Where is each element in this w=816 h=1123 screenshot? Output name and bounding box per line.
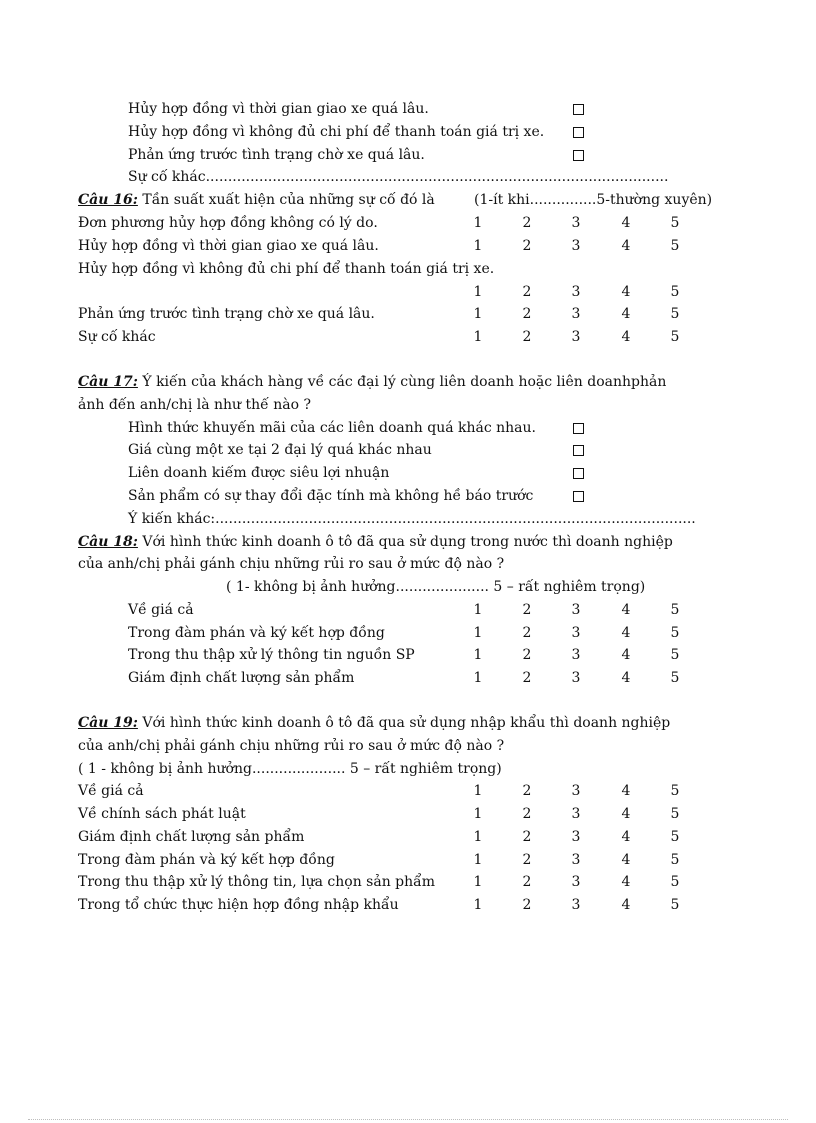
c19-row-1-option-3[interactable]: 3 — [571, 783, 581, 799]
checkbox-c17-4[interactable] — [573, 491, 584, 502]
c17-item-1: Hình thức khuyến mãi của các liên doanh quá khác nhau. — [128, 420, 536, 436]
c19-row-6-option-1[interactable]: 1 — [473, 897, 483, 913]
c16-row-3-option-1[interactable]: 1 — [473, 284, 483, 300]
checkbox-c15-1[interactable] — [573, 104, 584, 115]
c19-row-4-option-1[interactable]: 1 — [473, 852, 483, 868]
c19-row-2: Về chính sách phát luật — [78, 806, 246, 822]
c19-row-6: Trong tổ chức thực hiện hợp đồng nhập khẩu — [78, 897, 399, 913]
c18-row-2-option-4[interactable]: 4 — [621, 625, 631, 641]
c18-text: Với hình thức kinh doanh ô tô đã qua sử dụng trong nước thì doanh nghiệp — [137, 534, 673, 550]
c18-row-4-option-1[interactable]: 1 — [473, 670, 483, 686]
c15-item-2: Hủy hợp đồng vì không đủ chi phí để thanh toán giá trị xe. — [128, 124, 545, 140]
c15-item-1: Hủy hợp đồng vì thời gian giao xe quá lâu. — [128, 101, 429, 117]
c19-row-6-option-4[interactable]: 4 — [621, 897, 631, 913]
c19-row-2-option-5[interactable]: 5 — [670, 806, 680, 822]
c19-row-3: Giám định chất lượng sản phẩm — [78, 829, 305, 845]
c16-row-3-option-5[interactable]: 5 — [670, 284, 680, 300]
c16-row-4-option-2[interactable]: 2 — [522, 306, 532, 322]
c18-row-2-option-1[interactable]: 1 — [473, 625, 483, 641]
c16-row-1-option-3[interactable]: 3 — [571, 215, 581, 231]
c18-row-4-option-3[interactable]: 3 — [571, 670, 581, 686]
c18-row-3: Trong thu thập xử lý thông tin nguồn SP — [128, 647, 415, 663]
c18-row-2: Trong đàm phán và ký kết hợp đồng — [128, 625, 385, 641]
c16-row-2-option-5[interactable]: 5 — [670, 238, 680, 254]
c19-row-5-option-5[interactable]: 5 — [670, 874, 680, 890]
c16-question — [78, 189, 435, 211]
c16-row-2-option-4[interactable]: 4 — [621, 238, 631, 254]
c16-row-5-option-1[interactable]: 1 — [473, 329, 483, 345]
c16-row-4-option-5[interactable]: 5 — [670, 306, 680, 322]
c19-row-6-option-3[interactable]: 3 — [571, 897, 581, 913]
c19-row-2-option-2[interactable]: 2 — [522, 806, 532, 822]
c16-row-5-option-4[interactable]: 4 — [621, 329, 631, 345]
c19-row-4-option-3[interactable]: 3 — [571, 852, 581, 868]
c19-row-5-option-3[interactable]: 3 — [571, 874, 581, 890]
checkbox-c17-1[interactable] — [573, 423, 584, 434]
c18-scale: ( 1- không bị ảnh hưởng..................... 5 – rất nghiêm trọng) — [226, 579, 646, 595]
c16-row-3-option-2[interactable]: 2 — [522, 284, 532, 300]
c17-item-4: Sản phẩm có sự thay đổi đặc tính mà không hề báo trước — [128, 488, 534, 504]
c16-row-5: Sự cố khác — [78, 329, 156, 345]
c18-row-1: Về giá cả — [128, 602, 194, 618]
c19-row-4-option-2[interactable]: 2 — [522, 852, 532, 868]
c16-text: Tần suất xuất hiện của những sự cố đó là — [137, 192, 435, 208]
c18-row-1-option-5[interactable]: 5 — [670, 602, 680, 618]
c16-row-4-option-3[interactable]: 3 — [571, 306, 581, 322]
c19-row-3-option-1[interactable]: 1 — [473, 829, 483, 845]
c18-row-1-option-2[interactable]: 2 — [522, 602, 532, 618]
c18-row-1-option-1[interactable]: 1 — [473, 602, 483, 618]
c16-row-5-option-3[interactable]: 3 — [571, 329, 581, 345]
c16-row-3: Hủy hợp đồng vì không đủ chi phí để thanh toán giá trị xe. — [78, 261, 495, 277]
c19-row-6-option-2[interactable]: 2 — [522, 897, 532, 913]
c19-row-2-option-4[interactable]: 4 — [621, 806, 631, 822]
c19-row-3-option-5[interactable]: 5 — [670, 829, 680, 845]
c15-other: Sự cố khác........................................................................................................ — [128, 169, 669, 185]
c19-scale: ( 1 - không bị ảnh hưởng..................... 5 – rất nghiêm trọng) — [78, 761, 502, 777]
checkbox-c17-3[interactable] — [573, 468, 584, 479]
c18-row-3-option-4[interactable]: 4 — [621, 647, 631, 663]
c17-text: Ý kiến của khách hàng về các đại lý cùng liên doanh hoặc liên doanhphản — [137, 374, 667, 390]
c19-row-1-option-4[interactable]: 4 — [621, 783, 631, 799]
c18-row-1-option-3[interactable]: 3 — [571, 602, 581, 618]
c18-row-4-option-4[interactable]: 4 — [621, 670, 631, 686]
c18-row-3-option-5[interactable]: 5 — [670, 647, 680, 663]
c19-row-5-option-2[interactable]: 2 — [522, 874, 532, 890]
c16-row-2-option-3[interactable]: 3 — [571, 238, 581, 254]
c18-row-2-option-3[interactable]: 3 — [571, 625, 581, 641]
c18-question-cont: của anh/chị phải gánh chịu những rủi ro sau ở mức độ nào ? — [78, 556, 505, 572]
c19-row-5-option-4[interactable]: 4 — [621, 874, 631, 890]
c16-row-2-option-2[interactable]: 2 — [522, 238, 532, 254]
c19-row-1-option-1[interactable]: 1 — [473, 783, 483, 799]
c16-row-1-option-5[interactable]: 5 — [670, 215, 680, 231]
c19-row-1-option-5[interactable]: 5 — [670, 783, 680, 799]
c16-label: Câu 16: — [78, 192, 138, 208]
c16-row-1-option-1[interactable]: 1 — [473, 215, 483, 231]
c17-item-3: Liên doanh kiếm được siêu lợi nhuận — [128, 465, 390, 481]
c19-row-5-option-1[interactable]: 1 — [473, 874, 483, 890]
c18-row-4-option-5[interactable]: 5 — [670, 670, 680, 686]
c19-text: Với hình thức kinh doanh ô tô đã qua sử dụng nhập khẩu thì doanh nghiệp — [137, 715, 671, 731]
c18-row-3-option-2[interactable]: 2 — [522, 647, 532, 663]
c17-question-cont: ảnh đến anh/chị là như thế nào ? — [78, 397, 311, 413]
c19-row-6-option-5[interactable]: 5 — [670, 897, 680, 913]
c17-label: Câu 17: — [78, 374, 138, 390]
c18-row-2-option-5[interactable]: 5 — [670, 625, 680, 641]
c19-row-2-option-3[interactable]: 3 — [571, 806, 581, 822]
c19-row-3-option-3[interactable]: 3 — [571, 829, 581, 845]
c18-row-2-option-2[interactable]: 2 — [522, 625, 532, 641]
checkbox-c17-2[interactable] — [573, 445, 584, 456]
c17-item-2: Giá cùng một xe tại 2 đại lý quá khác nhau — [128, 442, 432, 458]
page-bottom-rule — [28, 1119, 788, 1120]
c18-row-3-option-1[interactable]: 1 — [473, 647, 483, 663]
c19-row-1-option-2[interactable]: 2 — [522, 783, 532, 799]
c16-row-2-option-1[interactable]: 1 — [473, 238, 483, 254]
c16-row-1-option-2[interactable]: 2 — [522, 215, 532, 231]
c16-row-4-option-1[interactable]: 1 — [473, 306, 483, 322]
c16-scale: (1-ít khi...............5-thường xuyên) — [474, 192, 713, 208]
c16-row-3-option-4[interactable]: 4 — [621, 284, 631, 300]
c19-question-cont: của anh/chị phải gánh chịu những rủi ro sau ở mức độ nào ? — [78, 738, 505, 754]
c16-row-5-option-5[interactable]: 5 — [670, 329, 680, 345]
c18-row-4: Giám định chất lượng sản phẩm — [128, 670, 355, 686]
c18-row-1-option-4[interactable]: 4 — [621, 602, 631, 618]
c19-row-4: Trong đàm phán và ký kết hợp đồng — [78, 852, 335, 868]
c16-row-3-option-3[interactable]: 3 — [571, 284, 581, 300]
c16-row-2: Hủy hợp đồng vì thời gian giao xe quá lâu. — [78, 238, 379, 254]
c19-row-4-option-5[interactable]: 5 — [670, 852, 680, 868]
c18-row-4-option-2[interactable]: 2 — [522, 670, 532, 686]
c18-label: Câu 18: — [78, 534, 138, 550]
c16-row-5-option-2[interactable]: 2 — [522, 329, 532, 345]
c17-question — [78, 371, 666, 393]
checkbox-c15-2[interactable] — [573, 127, 584, 138]
c19-row-3-option-4[interactable]: 4 — [621, 829, 631, 845]
c19-row-1: Về giá cả — [78, 783, 144, 799]
c19-label: Câu 19: — [78, 715, 138, 731]
c19-row-2-option-1[interactable]: 1 — [473, 806, 483, 822]
c18-row-3-option-3[interactable]: 3 — [571, 647, 581, 663]
c19-row-3-option-2[interactable]: 2 — [522, 829, 532, 845]
c19-question — [78, 712, 670, 734]
c16-row-1-option-4[interactable]: 4 — [621, 215, 631, 231]
c15-item-3: Phản ứng trước tình trạng chờ xe quá lâu. — [128, 147, 425, 163]
c16-row-1: Đơn phương hủy hợp đồng không có lý do. — [78, 215, 378, 231]
c18-question — [78, 531, 673, 553]
checkbox-c15-3[interactable] — [573, 150, 584, 161]
c19-row-4-option-4[interactable]: 4 — [621, 852, 631, 868]
c17-other: Ý kiến khác:............................................................................................................ — [128, 511, 696, 527]
c16-row-4-option-4[interactable]: 4 — [621, 306, 631, 322]
c16-row-4: Phản ứng trước tình trạng chờ xe quá lâu. — [78, 306, 375, 322]
c19-row-5: Trong thu thập xử lý thông tin, lựa chọn sản phẩm — [78, 874, 435, 890]
